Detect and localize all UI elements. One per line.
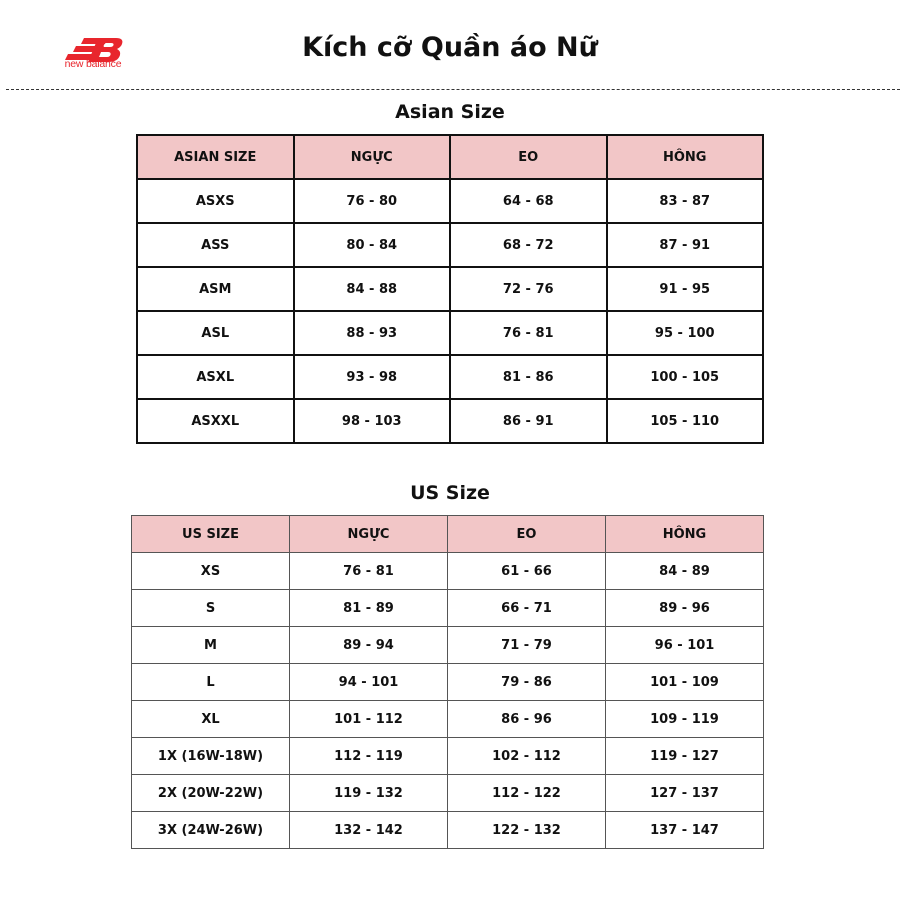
table-cell: 101 - 109 (606, 664, 764, 701)
table-cell: ASXL (137, 355, 294, 399)
table-cell: 76 - 81 (450, 311, 607, 355)
table-cell: 119 - 127 (606, 738, 764, 775)
table-header-row (137, 135, 763, 179)
table-cell: 96 - 101 (606, 627, 764, 664)
table-cell: 105 - 110 (607, 399, 764, 443)
table-cell: 101 - 112 (290, 701, 448, 738)
column-header: HÔNG (607, 135, 764, 179)
table-cell: 3X (24W-26W) (132, 812, 290, 849)
table-cell: 61 - 66 (448, 553, 606, 590)
table-cell: 2X (20W-22W) (132, 775, 290, 812)
table-cell: 79 - 86 (448, 664, 606, 701)
table-row (137, 399, 763, 443)
table-cell: 76 - 80 (294, 179, 451, 223)
dashed-divider (6, 89, 900, 90)
table-row (137, 179, 763, 223)
table-row (137, 267, 763, 311)
table-cell: M (132, 627, 290, 664)
table-cell: 1X (16W-18W) (132, 738, 290, 775)
table-cell: 88 - 93 (294, 311, 451, 355)
column-header: NGỰC (290, 516, 448, 553)
table-row (132, 664, 764, 701)
table-row (132, 738, 764, 775)
table-cell: 112 - 119 (290, 738, 448, 775)
table-row (137, 223, 763, 267)
table-row (132, 812, 764, 849)
table-cell: 72 - 76 (450, 267, 607, 311)
table-cell: 132 - 142 (290, 812, 448, 849)
table-cell: 84 - 89 (606, 553, 764, 590)
table-cell: 86 - 96 (448, 701, 606, 738)
brand-name: new balance (64, 58, 122, 70)
table-cell: 66 - 71 (448, 590, 606, 627)
table-cell: 83 - 87 (607, 179, 764, 223)
table-cell: 100 - 105 (607, 355, 764, 399)
table-cell: 71 - 79 (448, 627, 606, 664)
table-row (132, 775, 764, 812)
asian-size-heading: Asian Size (395, 101, 505, 123)
table-cell: 119 - 132 (290, 775, 448, 812)
table-cell: 95 - 100 (607, 311, 764, 355)
column-header: NGỰC (294, 135, 451, 179)
table-cell: XL (132, 701, 290, 738)
table-cell: 81 - 89 (290, 590, 448, 627)
table-header-row (132, 516, 764, 553)
us-size-heading: US Size (410, 482, 490, 504)
table-row (137, 311, 763, 355)
column-header: US SIZE (132, 516, 290, 553)
table-cell: ASS (137, 223, 294, 267)
table-cell: 102 - 112 (448, 738, 606, 775)
table-cell: 64 - 68 (450, 179, 607, 223)
table-cell: 86 - 91 (450, 399, 607, 443)
table-cell: 81 - 86 (450, 355, 607, 399)
table-cell: 91 - 95 (607, 267, 764, 311)
asian-size-table (136, 134, 764, 444)
table-row (132, 701, 764, 738)
table-cell: 89 - 96 (606, 590, 764, 627)
table-cell: ASM (137, 267, 294, 311)
table-row (132, 553, 764, 590)
table-cell: S (132, 590, 290, 627)
column-header: EO (450, 135, 607, 179)
table-cell: ASXXL (137, 399, 294, 443)
table-row (137, 355, 763, 399)
column-header: EO (448, 516, 606, 553)
table-cell: L (132, 664, 290, 701)
table-cell: 94 - 101 (290, 664, 448, 701)
table-cell: 76 - 81 (290, 553, 448, 590)
table-cell: 93 - 98 (294, 355, 451, 399)
table-cell: 137 - 147 (606, 812, 764, 849)
table-cell: 109 - 119 (606, 701, 764, 738)
table-cell: 98 - 103 (294, 399, 451, 443)
table-row (132, 627, 764, 664)
table-cell: 89 - 94 (290, 627, 448, 664)
table-row (132, 590, 764, 627)
table-cell: XS (132, 553, 290, 590)
column-header: HÔNG (606, 516, 764, 553)
us-size-table (131, 515, 764, 849)
table-cell: 127 - 137 (606, 775, 764, 812)
table-cell: 84 - 88 (294, 267, 451, 311)
table-cell: 80 - 84 (294, 223, 451, 267)
table-cell: ASXS (137, 179, 294, 223)
page-title: Kích cỡ Quần áo Nữ (302, 32, 598, 63)
column-header: ASIAN SIZE (137, 135, 294, 179)
table-cell: 68 - 72 (450, 223, 607, 267)
table-cell: ASL (137, 311, 294, 355)
table-cell: 87 - 91 (607, 223, 764, 267)
table-cell: 112 - 122 (448, 775, 606, 812)
table-cell: 122 - 132 (448, 812, 606, 849)
